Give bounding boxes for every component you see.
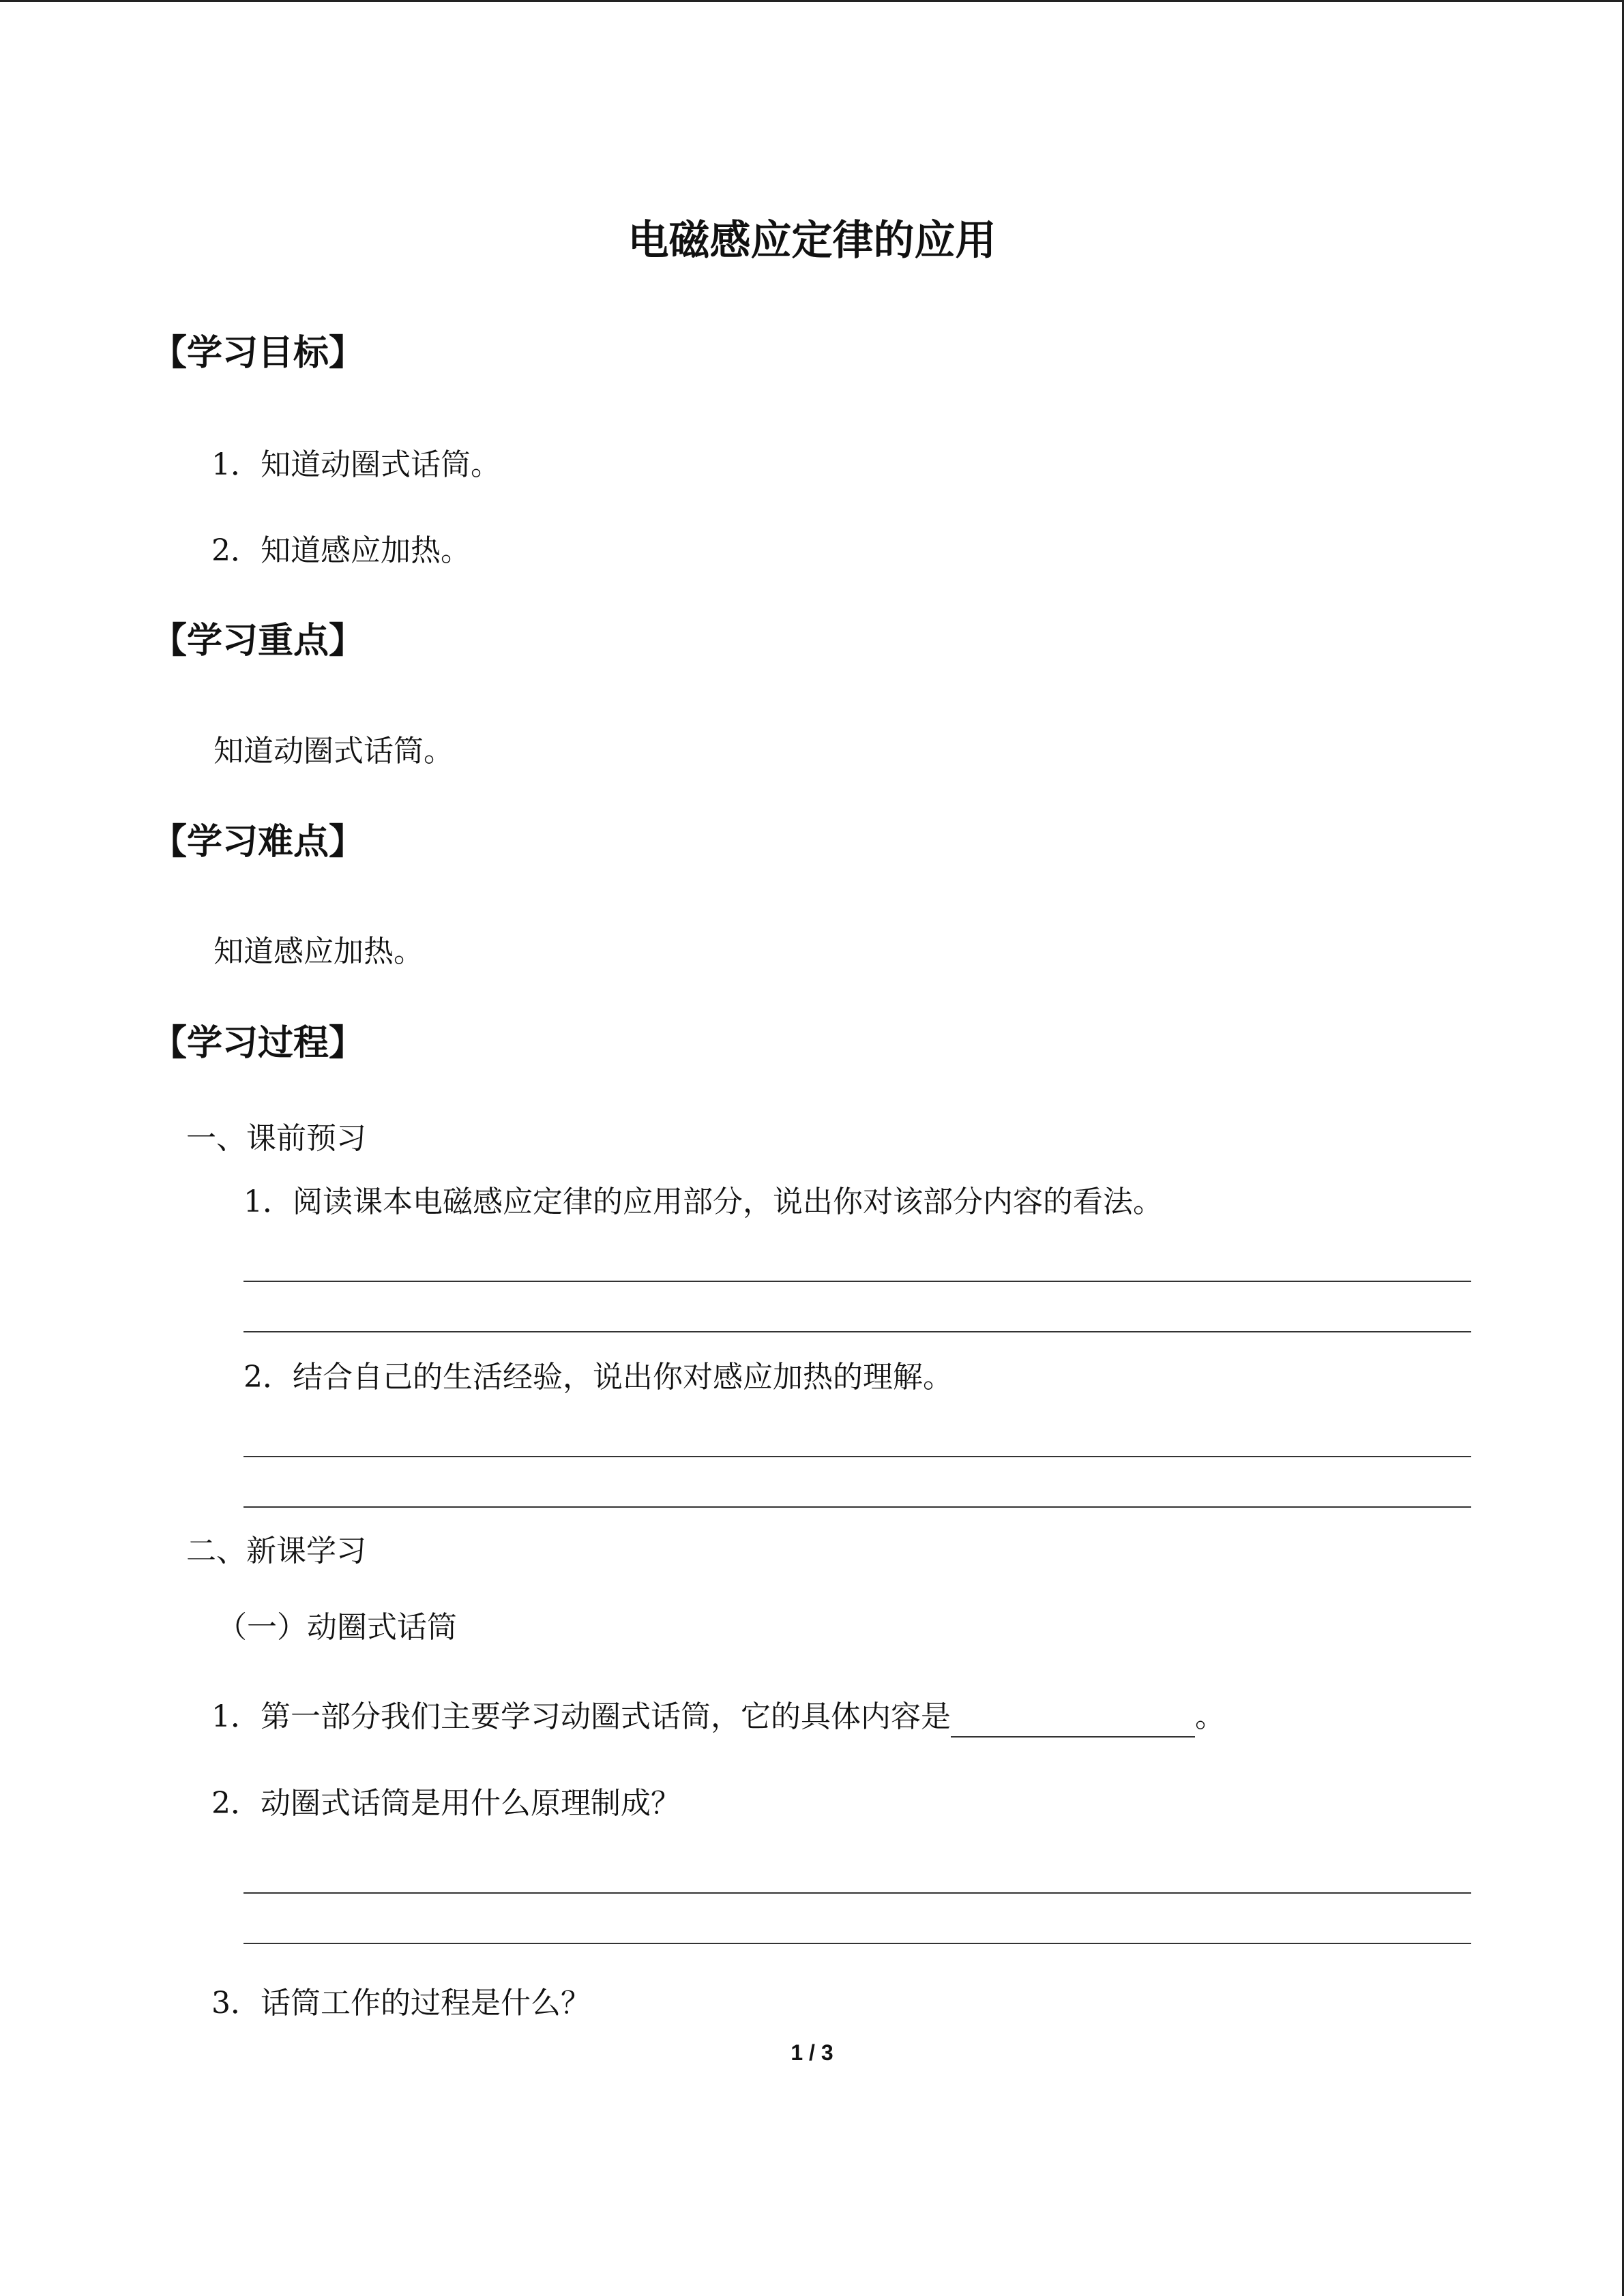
page-number: 1 / 3 — [791, 2040, 833, 2065]
page-border-top — [0, 0, 1624, 2]
preview-question-1: 1．阅读课本电磁感应定律的应用部分，说出你对该部分内容的看法。 — [243, 1184, 1163, 1219]
preview-heading: 一、课前预习 — [186, 1121, 366, 1156]
objective-item-1: 1．知道动圈式话筒。 — [211, 447, 501, 482]
key-points-text: 知道动圈式话筒。 — [213, 734, 454, 769]
section-heading-process: 【学习过程】 — [151, 1023, 365, 1064]
objective-item-2: 2．知道感应加热。 — [211, 533, 471, 568]
new-lesson-subheading: （一）动圈式话筒 — [217, 1610, 457, 1645]
difficulties-text: 知道感应加热。 — [213, 934, 424, 969]
fill-in-blank — [951, 1705, 1195, 1738]
answer-line — [243, 1892, 1471, 1894]
answer-line — [243, 1456, 1471, 1457]
new-lesson-heading: 二、新课学习 — [186, 1534, 366, 1568]
new-lesson-question-1 — [211, 1697, 1225, 1738]
new-lesson-question-2: 2．动圈式话筒是用什么原理制成？ — [211, 1786, 681, 1821]
new-lesson-question-3: 3．话筒工作的过程是什么？ — [211, 1986, 591, 2021]
section-heading-key-points: 【学习重点】 — [151, 621, 365, 661]
preview-question-2: 2．结合自己的生活经验，说出你对感应加热的理解。 — [243, 1360, 953, 1395]
section-heading-objectives: 【学习目标】 — [151, 333, 365, 374]
answer-line — [243, 1331, 1471, 1332]
question-1-suffix: 。 — [1195, 1699, 1225, 1734]
answer-line — [243, 1281, 1471, 1282]
question-1-text: 1．第一部分我们主要学习动圈式话筒，它的具体内容是 — [211, 1699, 951, 1734]
answer-line — [243, 1943, 1471, 1944]
answer-line — [243, 1506, 1471, 1508]
section-heading-difficulties: 【学习难点】 — [151, 822, 365, 863]
document-title: 电磁感应定律的应用 — [628, 217, 996, 265]
